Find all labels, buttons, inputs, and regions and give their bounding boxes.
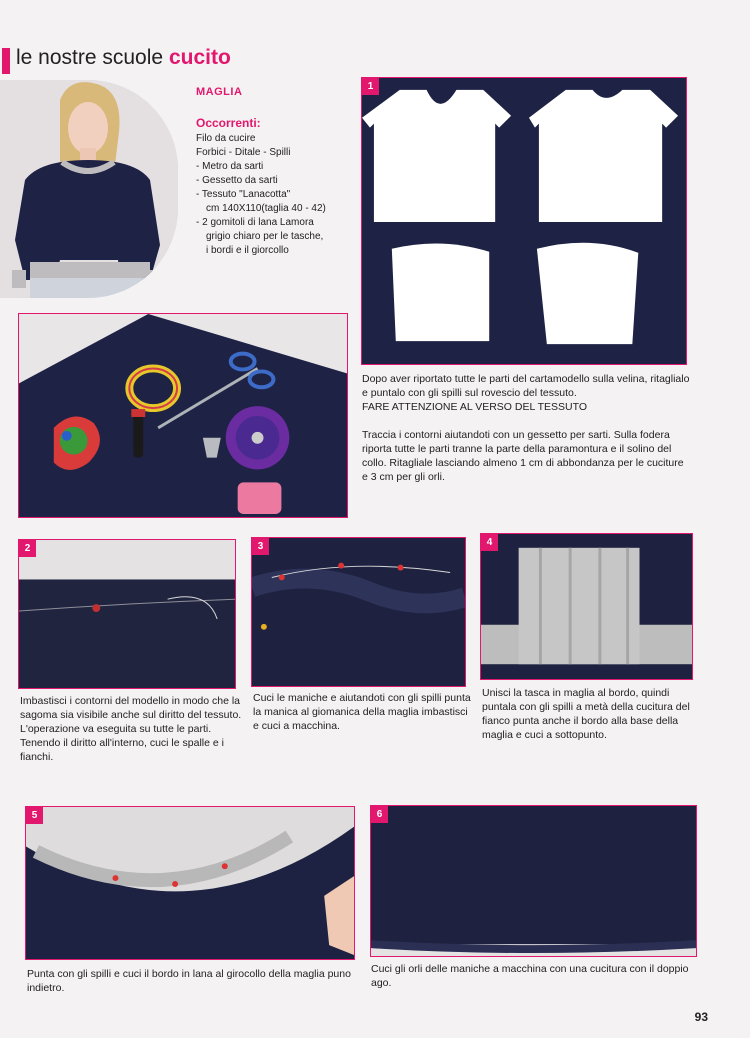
step-1-photo <box>361 77 687 365</box>
page-title <box>16 46 231 70</box>
materials-item: Filo da cucire <box>196 133 256 144</box>
materials-item: cm 140X110(taglia 40 - 42) <box>206 203 326 214</box>
step-number: 5 <box>26 807 43 824</box>
materials-heading: Occorrenti: <box>196 116 261 130</box>
category-label: MAGLIA <box>196 86 243 98</box>
model-photo <box>0 80 178 298</box>
materials-item: i bordi e il giorcollo <box>206 245 289 256</box>
title-bold: cucito <box>168 46 231 69</box>
accent-bar <box>2 48 10 74</box>
step-number: 4 <box>481 534 498 551</box>
materials-item: - Tessuto "Lanacotta" <box>196 189 291 200</box>
step-5-caption: Punta con gli spilli e cuci il bordo in lana al girocollo della maglia puno indietro. <box>27 968 351 994</box>
step-2-caption: Imbastisci i contorni del modello in modo che la sagoma sia visibile anche sul diritto del tessuto. L'operazione va eseguita su tutte le parti. Tenendo il diritto all'interno, cuci le spalle e i fianchi. <box>20 695 242 763</box>
step-3-caption: Cuci le maniche e aiutandoti con gli spilli punta la manica al giomanica della maglia imbastisci e cuci a macchina. <box>253 692 471 732</box>
materials-list <box>196 132 366 258</box>
step-1-warning: FARE ATTENZIONE AL VERSO DEL TESSUTO <box>362 401 588 413</box>
page-number: 93 <box>694 1010 708 1024</box>
step-1-text <box>362 372 692 484</box>
step-3-photo <box>251 537 466 687</box>
title-light: le nostre scuole <box>16 46 164 69</box>
step-1-paragraph: Dopo aver riportato tutte le parti del cartamodello sulla velina, ritaglialo e puntalo con gli spilli sul rovescio del tessuto. <box>362 373 690 399</box>
materials-item: Forbici - Ditale - Spilli <box>196 147 291 158</box>
step-number: 6 <box>371 806 388 823</box>
step-4-photo <box>480 533 693 680</box>
step-4-caption: Unisci la tasca in maglia al bordo, quindi puntala con gli spilli a metà della cucitura del fianco punta anche il bordo alla base della maglia e cuci a sottopunto. <box>482 687 690 741</box>
step-number: 1 <box>362 78 379 95</box>
step-2-photo <box>18 539 236 689</box>
step-6-photo <box>370 805 697 957</box>
materials-item: - Gessetto da sarti <box>196 175 278 186</box>
step-number: 3 <box>252 538 269 555</box>
materials-item: grigio chiaro per le tasche, <box>206 231 324 242</box>
step-6-caption: Cuci gli orli delle maniche a macchina con una cucitura con il doppio ago. <box>371 963 689 989</box>
tools-photo <box>18 313 348 518</box>
step-5-photo <box>25 806 355 960</box>
materials-item: - Metro da sarti <box>196 161 264 172</box>
step-1-paragraph: Traccia i contorni aiutandoti con un gessetto per sarti. Sulla fodera riporta tutte le parti tranne la parte della paramontura e il solino del collo. Ritagliale lasciando almeno 1 cm di abbondanza per le cuciture e 3 cm per gli orli. <box>362 429 684 483</box>
materials-item: - 2 gomitoli di lana Lamora <box>196 217 314 228</box>
step-number: 2 <box>19 540 36 557</box>
